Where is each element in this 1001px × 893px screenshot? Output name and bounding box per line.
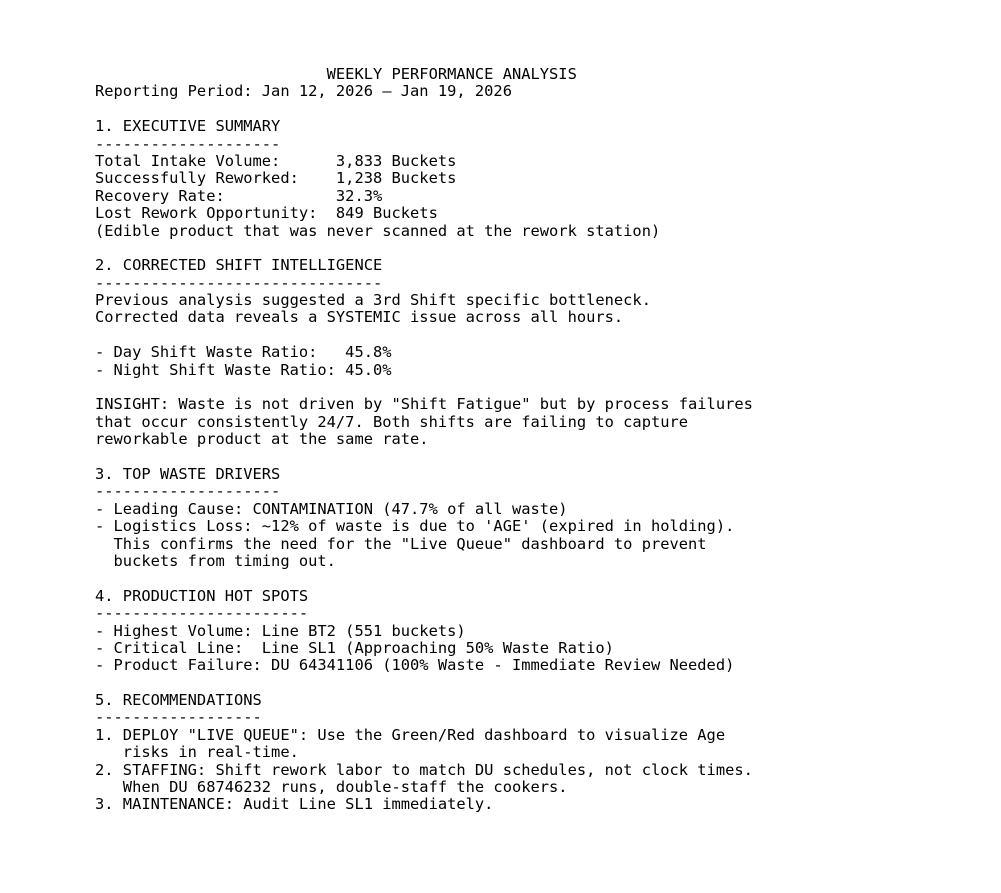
report-line: INSIGHT: Waste is not driven by "Shift Fatigue" but by process failures: [95, 395, 753, 414]
report-line: [95, 379, 753, 396]
report-line: 1. DEPLOY "LIVE QUEUE": Use the Green/Red dashboard to visualize Age: [95, 725, 726, 744]
report-line: - Critical Line: Line SL1 (Approaching 50% Waste Ratio): [95, 638, 614, 657]
report-line: [95, 240, 753, 257]
report-line: - Logistics Loss: ~12% of waste is due to 'AGE' (expired in holding).: [95, 517, 735, 536]
report-line: [95, 675, 753, 692]
report-line: Recovery Rate: 32.3%: [95, 186, 383, 205]
report-line: 1. EXECUTIVE SUMMARY: [95, 117, 281, 136]
report-line: 2. STAFFING: Shift rework labor to match DU schedules, not clock times.: [95, 760, 753, 779]
report-line: Previous analysis suggested a 3rd Shift specific bottleneck.: [95, 291, 651, 310]
report-line: This confirms the need for the "Live Queue" dashboard to prevent: [95, 534, 707, 553]
report-line: Lost Rework Opportunity: 849 Buckets: [95, 204, 438, 223]
report-line: When DU 68746232 runs, double-staff the cookers.: [95, 778, 568, 797]
report-line: (Edible product that was never scanned at the rework station): [95, 221, 661, 240]
report-line: Successfully Reworked: 1,238 Buckets: [95, 169, 457, 188]
report-line: -------------------------------: [95, 273, 383, 292]
report-line: Total Intake Volume: 3,833 Buckets: [95, 151, 457, 170]
report-line: WEEKLY PERFORMANCE ANALYSIS: [95, 65, 577, 83]
report-line: 4. PRODUCTION HOT SPOTS: [95, 586, 309, 605]
report-line: [95, 327, 753, 344]
report-line: - Leading Cause: CONTAMINATION (47.7% of all waste): [95, 499, 568, 518]
report-line: 3. TOP WASTE DRIVERS: [95, 464, 281, 483]
report-line: [95, 449, 753, 466]
report-line: Corrected data reveals a SYSTEMIC issue across all hours.: [95, 308, 624, 327]
report-line: --------------------: [95, 134, 281, 153]
report-line: ------------------: [95, 708, 262, 727]
report-line: reworkable product at the same rate.: [95, 430, 429, 449]
report-line: - Product Failure: DU 64341106 (100% Waste - Immediate Review Needed): [95, 656, 735, 675]
report-document: [95, 66, 753, 814]
report-line: - Night Shift Waste Ratio: 45.0%: [95, 360, 392, 379]
report-line: Reporting Period: Jan 12, 2026 – Jan 19, 2026: [95, 82, 512, 101]
report-line: [95, 570, 753, 587]
report-line: 2. CORRECTED SHIFT INTELLIGENCE: [95, 256, 383, 275]
report-line: --------------------: [95, 482, 281, 501]
report-line: - Highest Volume: Line BT2 (551 buckets): [95, 621, 466, 640]
report-line: risks in real-time.: [95, 743, 299, 762]
report-line: that occur consistently 24/7. Both shifts are failing to capture: [95, 412, 689, 431]
report-line: 3. MAINTENANCE: Audit Line SL1 immediately.: [95, 795, 494, 814]
report-line: [95, 101, 753, 118]
report-line: -----------------------: [95, 604, 309, 623]
report-line: 5. RECOMMENDATIONS: [95, 691, 262, 710]
report-line: buckets from timing out.: [95, 551, 336, 570]
report-line: - Day Shift Waste Ratio: 45.8%: [95, 343, 392, 362]
